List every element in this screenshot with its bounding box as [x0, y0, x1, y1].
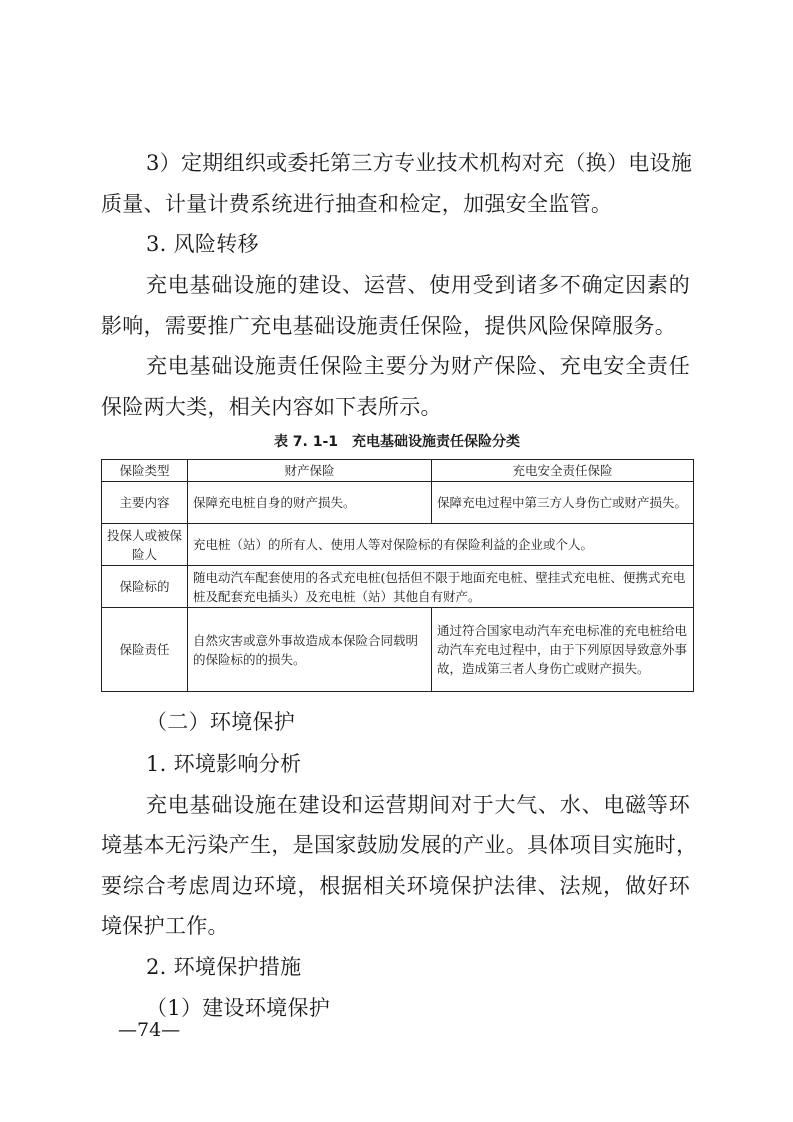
row-label: 保险标的	[102, 566, 188, 608]
body-line: 3）定期组织或委托第三方专业技术机构对充（换）电设施	[146, 151, 693, 175]
table-row	[102, 566, 694, 608]
table-cell: 通过符合国家电动汽车充电标准的充电桩给电动汽车充电过程中，由于下列原因导致意外事故，造成第三者人身伤亡或财产损失。	[432, 608, 694, 692]
table-row	[102, 482, 694, 524]
body-line: 要综合考虑周边环境，根据相关环境保护法律、法规，做好环	[101, 874, 690, 898]
page-number: —74—	[118, 1019, 181, 1041]
row-label: 保险责任	[102, 608, 188, 692]
table-header-row	[102, 460, 694, 482]
table-row	[102, 608, 694, 692]
table-caption: 表 7. 1-1 充电基础设施责任保险分类	[273, 434, 521, 450]
section-heading: 3. 风险转移	[146, 232, 259, 256]
table-cell-merged: 随电动汽车配套使用的各式充电桩(包括但不限于地面充电桩、壁挂式充电桩、便携式充电桩及配套充电插头）及充电桩（站）其他自有财产。	[188, 566, 694, 608]
body-line: 影响，需要推广充电基础设施责任保险，提供风险保障服务。	[101, 314, 677, 338]
body-line: 充电基础设施责任保险主要分为财产保险、充电安全责任	[146, 354, 690, 378]
subsection-heading: 1. 环境影响分析	[146, 752, 302, 776]
body-line: 充电基础设施的建设、运营、使用受到诸多不确定因素的	[146, 273, 690, 297]
table-cell: 保障充电桩自身的财产损失。	[188, 482, 432, 524]
row-label: 投保人或被保险人	[102, 524, 188, 566]
subsection-heading: 2. 环境保护措施	[146, 955, 302, 979]
body-line: 充电基础设施在建设和运营期间对于大气、水、电磁等环	[146, 793, 690, 817]
body-line: 保险两大类，相关内容如下表所示。	[101, 395, 442, 419]
body-line: 境基本无污染产生，是国家鼓励发展的产业。具体项目实施时，	[101, 833, 698, 857]
body-line: 境保护工作。	[101, 914, 229, 938]
row-label: 主要内容	[102, 482, 188, 524]
section-heading: （二）环境保护	[146, 710, 296, 734]
table-cell: 保障充电过程中第三方人身伤亡或财产损失。	[432, 482, 694, 524]
table-header-cell: 保险类型	[102, 460, 188, 482]
table-header-cell: 财产保险	[188, 460, 432, 482]
table-cell: 自然灾害或意外事故造成本保险合同载明的保险标的的损失。	[188, 608, 432, 692]
insurance-table	[101, 459, 694, 692]
subsection-heading: （1）建设环境保护	[146, 996, 331, 1020]
table-header-cell: 充电安全责任保险	[432, 460, 694, 482]
body-line: 质量、计量计费系统进行抽查和检定，加强安全监管。	[101, 192, 613, 216]
table-row	[102, 524, 694, 566]
table-cell-merged: 充电桩（站）的所有人、使用人等对保险标的有保险利益的企业或个人。	[188, 524, 694, 566]
